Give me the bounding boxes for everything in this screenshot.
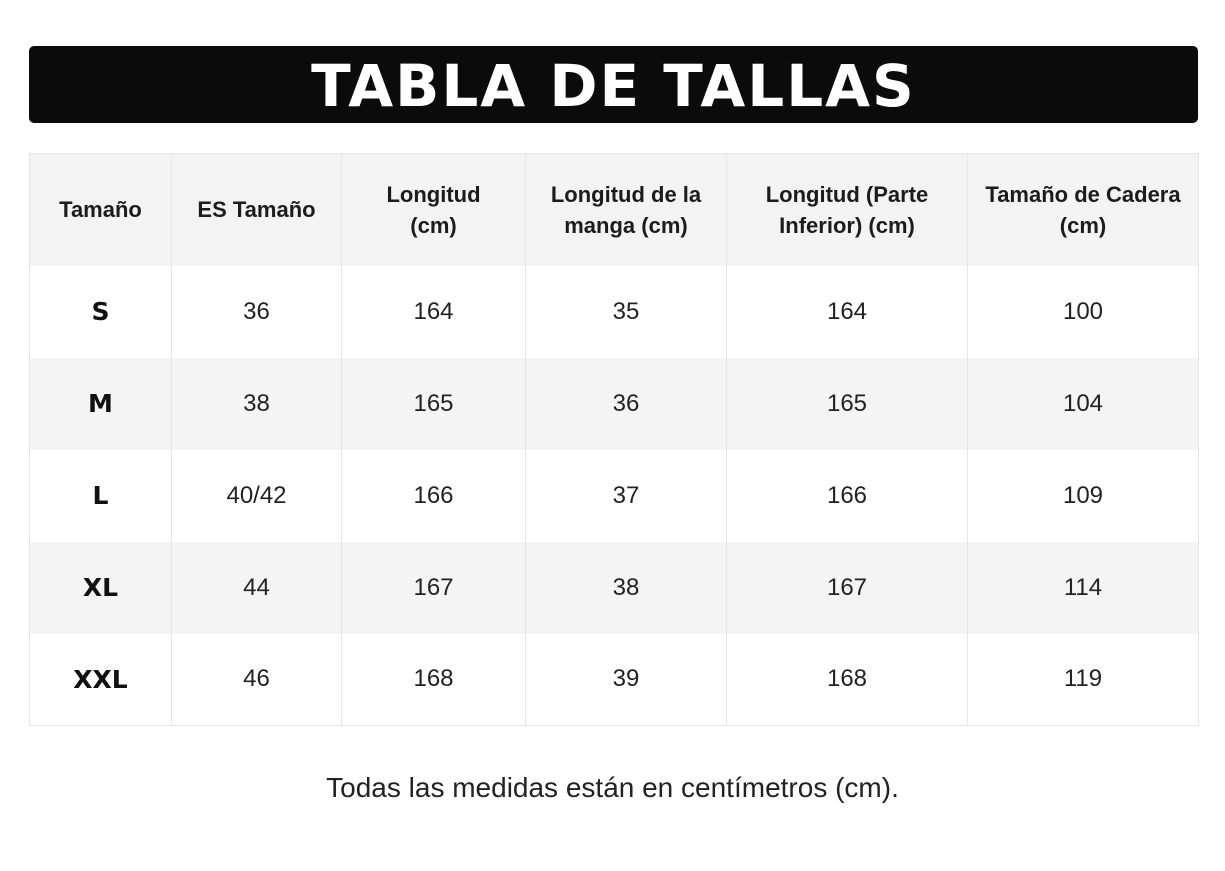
- header-hip-size: [968, 154, 1199, 266]
- sleeve-length-cell: 39: [526, 634, 727, 726]
- header-length: [342, 154, 526, 266]
- hip-size-cell: 109: [968, 450, 1199, 542]
- es-size-cell: 40/42: [172, 450, 342, 542]
- bottom-length-cell: 168: [727, 634, 968, 726]
- bottom-length-cell: 166: [727, 450, 968, 542]
- header-bottom-line1: Longitud (Parte: [765, 181, 929, 207]
- table-row: [30, 450, 1199, 542]
- header-es-size: [172, 154, 342, 266]
- table-row: [30, 358, 1199, 450]
- bottom-length-cell: 165: [727, 358, 968, 450]
- table-row: [30, 266, 1199, 358]
- size-cell: S: [91, 297, 110, 326]
- hip-size-cell: 100: [968, 266, 1199, 358]
- bottom-length-cell: 164: [727, 266, 968, 358]
- table-row: [30, 634, 1199, 726]
- header-length-line2: (cm): [410, 212, 457, 238]
- sleeve-length-cell: 35: [526, 266, 727, 358]
- length-cell: 166: [342, 450, 526, 542]
- header-size-label: Tamaño: [59, 197, 142, 223]
- header-es-size-label: ES Tamaño: [197, 197, 316, 223]
- hip-size-cell: 119: [968, 634, 1199, 726]
- header-sleeve-line1: Longitud de la: [550, 181, 702, 207]
- hip-size-cell: 104: [968, 358, 1199, 450]
- table-header-row: [30, 154, 1199, 266]
- length-cell: 164: [342, 266, 526, 358]
- title-banner: [29, 46, 1198, 123]
- header-length-line1: Longitud: [386, 181, 481, 207]
- length-cell: 168: [342, 634, 526, 726]
- length-cell: 165: [342, 358, 526, 450]
- header-sleeve-length: [526, 154, 727, 266]
- size-cell: XL: [82, 573, 119, 602]
- es-size-cell: 36: [172, 266, 342, 358]
- header-bottom-length: [727, 154, 968, 266]
- measurement-note: Todas las medidas están en centímetros (cm).: [326, 772, 899, 803]
- es-size-cell: 46: [172, 634, 342, 726]
- hip-size-cell: 114: [968, 542, 1199, 634]
- size-chart-table: [29, 153, 1199, 726]
- bottom-length-cell: 167: [727, 542, 968, 634]
- table-row: [30, 542, 1199, 634]
- header-size: [30, 154, 172, 266]
- page-title: TABLA DE TALLAS: [311, 51, 916, 120]
- size-cell: XXL: [73, 664, 128, 694]
- sleeve-length-cell: 36: [526, 358, 727, 450]
- header-hip-line2: (cm): [1059, 212, 1107, 238]
- sleeve-length-cell: 37: [526, 450, 727, 542]
- es-size-cell: 38: [172, 358, 342, 450]
- size-cell: L: [92, 481, 109, 510]
- header-bottom-line2: Inferior) (cm): [779, 212, 915, 238]
- length-cell: 167: [342, 542, 526, 634]
- sleeve-length-cell: 38: [526, 542, 727, 634]
- size-cell: M: [88, 389, 113, 418]
- header-sleeve-line2: manga (cm): [564, 212, 688, 238]
- header-hip-line1: Tamaño de Cadera: [985, 181, 1181, 207]
- es-size-cell: 44: [172, 542, 342, 634]
